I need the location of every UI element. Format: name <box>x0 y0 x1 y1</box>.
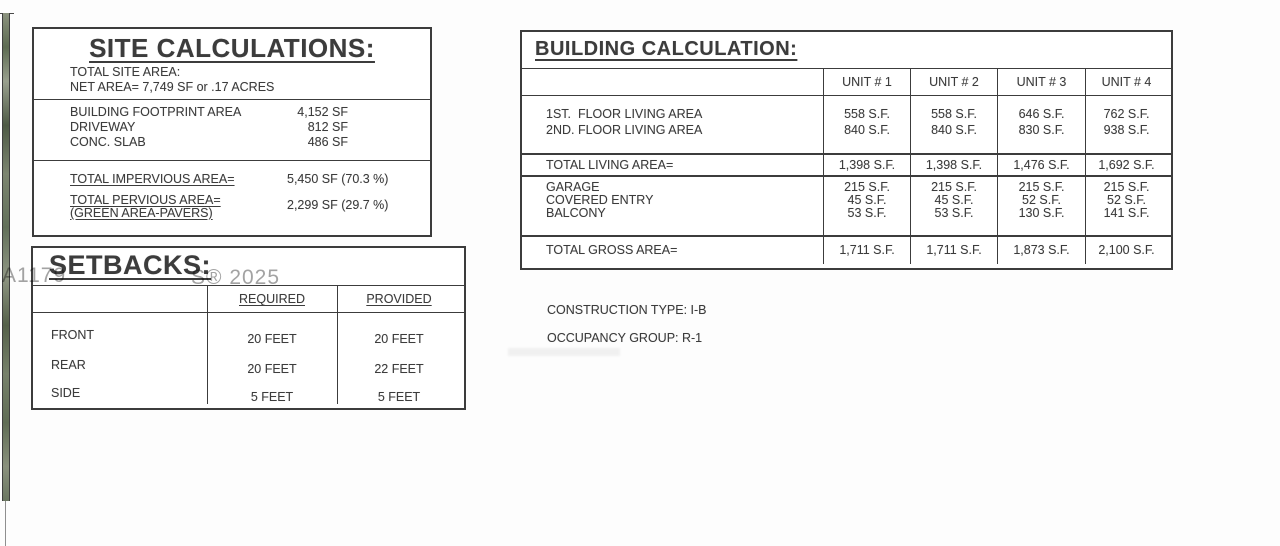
site-calculations-title: SITE CALCULATIONS: <box>89 33 375 63</box>
row-label-second-floor: 2ND. FLOOR LIVING AREA <box>546 123 703 137</box>
building-calculation-title: BUILDING CALCULATION: <box>535 38 798 60</box>
site-item-label: DRIVEWAY <box>70 120 136 134</box>
setbacks-title: SETBACKS: <box>49 250 212 280</box>
cell-value: 1,711 S.F. <box>839 243 895 257</box>
cell-value: 558 S.F. <box>844 107 890 121</box>
impervious-value: 5,450 SF (70.3 %) <box>287 172 389 186</box>
cell-value: 1,692 S.F. <box>1098 158 1155 172</box>
row-label-covered-entry: COVERED ENTRY <box>546 193 654 207</box>
cell-value: 141 S.F. <box>1103 206 1150 220</box>
site-item-value: 4,152 SF <box>297 105 348 119</box>
building-calculation-box <box>520 30 1173 270</box>
cell-value: 53 S.F. <box>934 206 974 220</box>
setback-required-value: 5 FEET <box>250 390 294 404</box>
cell-value: 215 S.F. <box>931 180 977 194</box>
cell-value: 1,476 S.F. <box>1013 158 1070 172</box>
cell-value: 646 S.F. <box>1018 107 1065 121</box>
cell-value: 53 S.F. <box>847 206 887 220</box>
setback-row-label: REAR <box>51 358 86 372</box>
cell-value: 215 S.F. <box>844 180 890 194</box>
cell-value: 830 S.F. <box>1018 123 1065 137</box>
setback-row-label: SIDE <box>51 386 81 400</box>
cell-value: 1,873 S.F. <box>1013 243 1070 257</box>
cell-value: 215 S.F. <box>1018 180 1065 194</box>
pervious-sublabel: (GREEN AREA-PAVERS) <box>70 206 213 220</box>
setback-required-value: 20 FEET <box>247 362 297 376</box>
unit-column-header: UNIT # 2 <box>929 75 979 89</box>
pervious-label: TOTAL PERVIOUS AREA= <box>70 193 221 207</box>
row-label-garage: GARAGE <box>546 180 600 194</box>
site-calculations-box <box>32 27 432 237</box>
cell-value: 1,398 S.F. <box>838 158 896 172</box>
row-label-total-gross: TOTAL GROSS AREA= <box>546 243 678 257</box>
site-item-label: BUILDING FOOTPRINT AREA <box>70 105 242 119</box>
net-area-line: NET AREA= 7,749 SF or .17 ACRES <box>70 80 275 94</box>
unit-column-header: UNIT # 1 <box>842 75 892 89</box>
row-label-total-living: TOTAL LIVING AREA= <box>546 158 674 172</box>
divider <box>522 153 1171 155</box>
pervious-value: 2,299 SF (29.7 %) <box>287 198 389 212</box>
cell-value: 840 S.F. <box>844 123 890 137</box>
site-item-value: 486 SF <box>307 135 348 149</box>
photo-edge-strip <box>2 13 10 501</box>
setback-row-label: FRONT <box>51 328 95 342</box>
cell-value: 1,398 S.F. <box>925 158 983 172</box>
total-site-area-label: TOTAL SITE AREA: <box>70 65 181 79</box>
divider <box>522 68 1171 69</box>
cell-value: 52 S.F. <box>1022 193 1061 207</box>
construction-type-note: CONSTRUCTION TYPE: I-B <box>547 303 707 317</box>
divider <box>34 160 430 161</box>
scan-artifact <box>508 348 620 356</box>
required-column-header: REQUIRED <box>239 292 305 306</box>
divider <box>522 175 1171 177</box>
provided-column-header: PROVIDED <box>366 292 432 306</box>
site-item-value: 812 SF <box>307 120 348 134</box>
cell-value: 1,711 S.F. <box>926 243 982 257</box>
setback-provided-value: 5 FEET <box>377 390 421 404</box>
cell-value: 840 S.F. <box>931 123 977 137</box>
cell-value: 45 S.F. <box>934 193 974 207</box>
divider <box>522 235 1171 237</box>
divider <box>34 99 430 100</box>
cell-value: 558 S.F. <box>931 107 977 121</box>
cell-value: 2,100 S.F. <box>1098 243 1155 257</box>
row-label-first-floor: 1ST. FLOOR LIVING AREA <box>546 107 703 121</box>
row-label-balcony: BALCONY <box>546 206 606 220</box>
setback-required-value: 20 FEET <box>247 332 297 346</box>
unit-column-header: UNIT # 4 <box>1101 75 1152 89</box>
watermark-fragment-left: A1179 <box>2 264 67 287</box>
divider <box>33 312 464 313</box>
impervious-label: TOTAL IMPERVIOUS AREA= <box>70 172 235 186</box>
cell-value: 52 S.F. <box>1107 193 1146 207</box>
watermark-fragment-right: S® 2025 <box>191 266 281 289</box>
cell-value: 762 S.F. <box>1103 107 1150 121</box>
divider <box>522 95 1171 96</box>
cell-value: 938 S.F. <box>1103 123 1150 137</box>
cell-value: 215 S.F. <box>1103 180 1150 194</box>
occupancy-group-note: OCCUPANCY GROUP: R-1 <box>547 331 703 345</box>
setback-provided-value: 20 FEET <box>374 332 424 346</box>
setback-provided-value: 22 FEET <box>374 362 424 376</box>
site-item-label: CONC. SLAB <box>70 135 146 149</box>
sheet-edge-line <box>5 501 6 546</box>
cell-value: 130 S.F. <box>1018 206 1065 220</box>
unit-column-header: UNIT # 3 <box>1016 75 1067 89</box>
cell-value: 45 S.F. <box>847 193 887 207</box>
